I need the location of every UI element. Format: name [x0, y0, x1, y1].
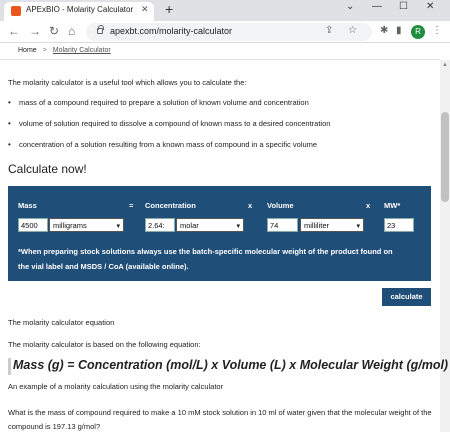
molecular-weight-input[interactable]: 23	[384, 218, 414, 232]
home-icon[interactable]: ⌂	[68, 24, 76, 38]
molecular-weight-label: MW*	[384, 201, 401, 210]
url-text[interactable]: apexbt.com/molarity-calculator	[110, 26, 233, 36]
feature-list	[8, 98, 330, 161]
multiply-operator: x	[366, 201, 371, 210]
stock-solution-note	[18, 244, 431, 274]
equation-intro: The molarity calculator is based on the following equation:	[8, 340, 201, 349]
divider	[0, 59, 440, 60]
volume-input[interactable]: 74	[267, 218, 298, 232]
breadcrumb-home-link[interactable]: Home	[18, 47, 37, 54]
scroll-up-arrow-icon[interactable]: ▲	[442, 62, 448, 68]
volume-label: Volume	[267, 201, 294, 210]
concentration-unit-value: molar	[180, 221, 199, 230]
extensions-puzzle-icon[interactable]: ✱	[380, 25, 389, 36]
list-item: • concentration of a solution resulting from a known mass of compound in a specific volume	[8, 140, 330, 161]
bookmark-star-icon[interactable]: ☆	[348, 25, 357, 36]
molarity-calculator-panel	[8, 186, 431, 281]
profile-avatar[interactable]: R	[411, 25, 425, 39]
forward-arrow-icon[interactable]: →	[29, 24, 41, 38]
browser-toolbar	[0, 21, 450, 43]
breadcrumb-current-link[interactable]: Molarity Calculator	[52, 47, 111, 54]
sidebar-icon[interactable]: ▮	[396, 25, 402, 36]
list-item: • mass of a compound required to prepare a solution of known volume and concentration	[8, 98, 330, 119]
new-tab-button[interactable]: +	[165, 1, 174, 17]
concentration-input[interactable]: 2.64:	[145, 218, 175, 232]
tab-strip	[0, 0, 450, 21]
example-heading: An example of a molarity calculation using the molarity calculator	[8, 382, 224, 391]
address-bar[interactable]	[86, 23, 372, 41]
close-window-icon[interactable]: ✕	[426, 1, 435, 12]
reload-icon[interactable]: ↻	[49, 24, 60, 38]
note-line: *When preparing stock solutions always use the batch-specific molecular weight of the product found on	[18, 247, 393, 256]
note-line: the vial label and MSDS / CoA (available online).	[18, 262, 189, 271]
tab-search-chevron-icon[interactable]: ⌄	[346, 1, 355, 12]
breadcrumb-separator: >	[42, 47, 47, 54]
equation-heading: The molarity calculator equation	[8, 318, 115, 327]
mass-unit-select[interactable]	[49, 218, 124, 232]
back-arrow-icon[interactable]: ←	[8, 24, 20, 38]
breadcrumb	[18, 47, 111, 54]
volume-unit-value: milliliter	[304, 221, 329, 230]
molarity-formula: Mass (g) = Concentration (mol/L) x Volume (L) x Molecular Weight (g/mol)	[13, 358, 449, 372]
concentration-label: Concentration	[145, 201, 196, 210]
calculate-button[interactable]: calculate	[382, 288, 431, 306]
dropdown-arrow-icon: ▾	[356, 223, 360, 230]
mass-input[interactable]: 4500	[18, 218, 48, 232]
list-item: • volume of solution required to dissolve a compound of known mass to a desired concentration	[8, 119, 330, 140]
tab-title: APExBIO - Molarity Calculator	[26, 5, 134, 14]
scrollbar-thumb[interactable]	[441, 112, 449, 202]
minimize-icon[interactable]: —	[372, 1, 382, 12]
mass-label: Mass	[18, 201, 37, 210]
maximize-icon[interactable]: ☐	[399, 1, 408, 12]
calculate-now-heading: Calculate now!	[8, 162, 87, 176]
intro-text: The molarity calculator is a useful tool which allows you to calculate the:	[8, 78, 247, 87]
multiply-operator: x	[248, 201, 253, 210]
formula-accent-bar	[8, 358, 11, 375]
example-question: What is the mass of compound required to make a 10 mM stock solution in 10 ml of water given that the molecular weight of the compound is 197.13 g/mol?	[8, 408, 432, 431]
dropdown-arrow-icon: ▾	[236, 223, 240, 230]
concentration-unit-select[interactable]	[176, 218, 244, 232]
tab-close-icon[interactable]: ✕	[141, 4, 149, 14]
menu-kebab-icon[interactable]: ⋮	[432, 25, 442, 36]
dropdown-arrow-icon: ▾	[116, 223, 120, 230]
lock-icon[interactable]	[97, 28, 103, 34]
share-icon[interactable]: ⇪	[325, 25, 334, 36]
browser-tab[interactable]	[4, 2, 154, 21]
equals-operator: =	[129, 201, 134, 210]
volume-unit-select[interactable]	[300, 218, 364, 232]
apexbio-favicon-icon	[11, 6, 21, 16]
mass-unit-value: milligrams	[53, 221, 87, 230]
page-scrollbar[interactable]	[440, 60, 450, 432]
